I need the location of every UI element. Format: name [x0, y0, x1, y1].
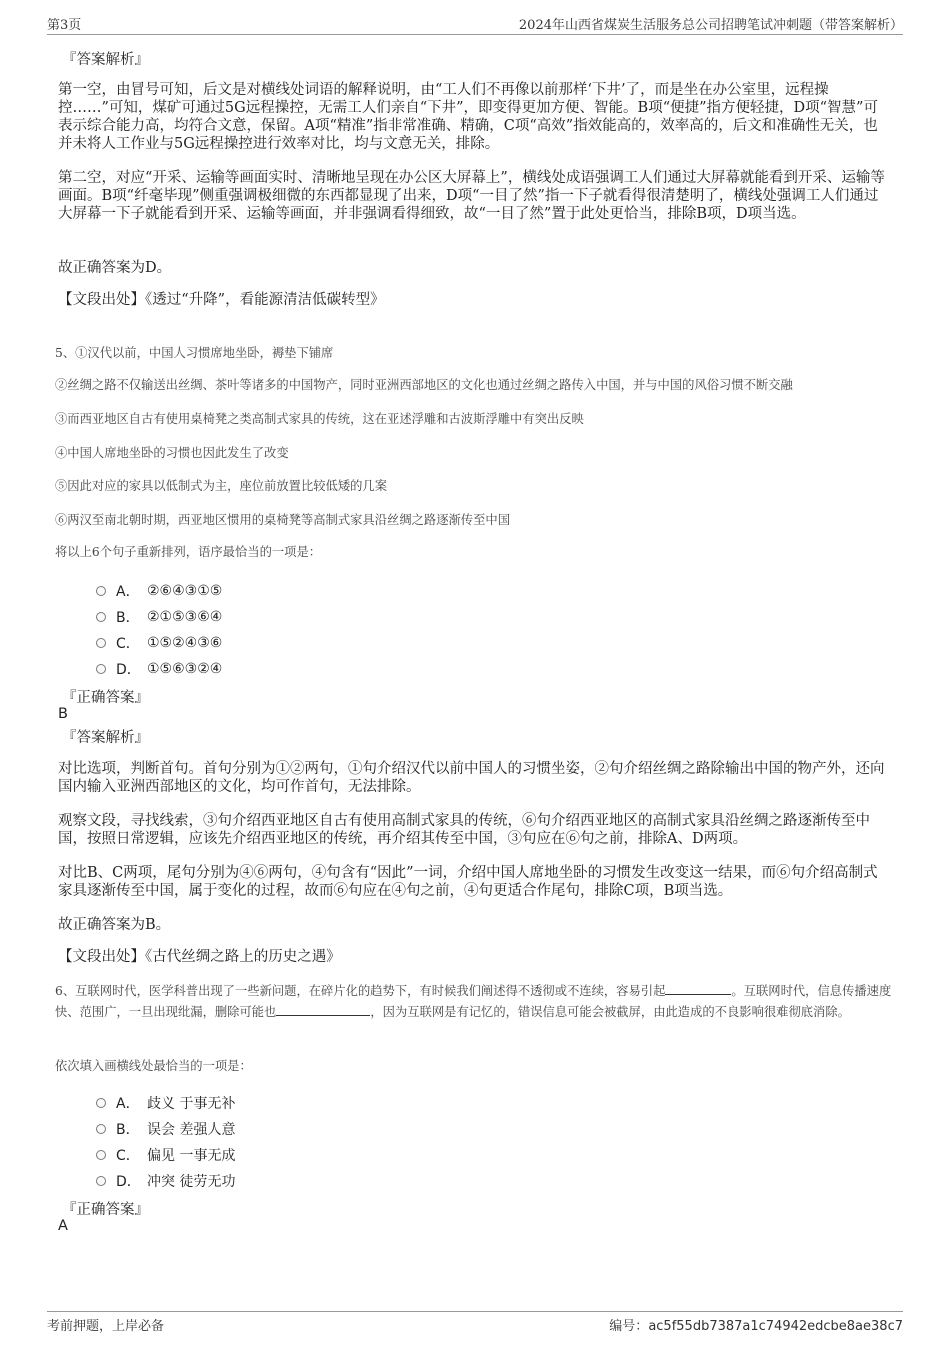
- q5-sentence-1: 5、①汉代以前，中国人习惯席地坐卧，褥垫下铺席: [55, 346, 334, 360]
- q6-option-d[interactable]: D． 冲突 徒劳无功: [96, 1171, 235, 1191]
- analysis-label: 『答案解析』: [62, 730, 149, 746]
- correct-answer-value: B: [58, 706, 68, 722]
- page-header: [47, 12, 903, 35]
- q5-sentence-4: ④中国人席地坐卧的习惯也因此发生了改变: [55, 446, 289, 460]
- radio-icon[interactable]: [96, 1098, 106, 1108]
- radio-icon[interactable]: [96, 1176, 106, 1186]
- q6-option-c[interactable]: C． 偏见 一事无成: [96, 1145, 235, 1165]
- document-code: 编号：ac5f55db7387a1c74942edcbe8ae38c7: [609, 1319, 903, 1334]
- correct-answer-label: 『正确答案』: [62, 690, 149, 706]
- radio-icon[interactable]: [96, 1150, 106, 1160]
- q6-stem: 6、互联网时代，医学科普出现了一些新问题，在碎片化的趋势下，有时候我们阐述得不透彻或不连续，容易引起 。互联网时代，信息传播速度快、范围广，一旦出现纰漏，删除可能也 ，因为互联网是有记忆的，错误信息可能会被截屏，由此造成的不良影响很难彻底消除。: [55, 984, 892, 1019]
- q5-sentence-5: ⑤因此对应的家具以低制式为主，座位前放置比较低矮的几案: [55, 479, 388, 493]
- radio-icon[interactable]: [96, 638, 106, 648]
- q5-option-c[interactable]: C． ①⑤②④③⑥: [96, 633, 222, 653]
- page-number: 第3页: [47, 18, 82, 33]
- analysis-paragraph-2: 第二空，对应“开采、运输等画面实时、清晰地呈现在办公区大屏幕上”，横线处成语强调工人们通过大屏幕就能看到开采、运输等画面。B项“纤毫毕现”侧重强调极细微的东西都显现了出来，D项“一目了然”指一下子就看得很清楚明了，横线处强调工人们通过大屏幕一下子就能看到开采、运输等画面，并非强调看得细致，故“一目了然”置于此处更恰当，排除B项，D项当选。: [58, 170, 885, 222]
- correct-answer-value: A: [58, 1218, 68, 1234]
- q5-sentence-2: ②丝绸之路不仅输送出丝绸、茶叶等诸多的中国物产，同时亚洲西部地区的文化也通过丝绸之路传入中国，并与中国的风俗习惯不断交融: [55, 378, 793, 392]
- source-citation: 【文段出处】《透过“升降”，看能源清洁低碳转型》: [58, 292, 385, 308]
- document-title: 2024年山西省煤炭生活服务总公司招聘笔试冲刺题（带答案解析）: [518, 18, 903, 33]
- correct-answer-label: 『正确答案』: [62, 1202, 149, 1218]
- footer-slogan: 考前押题，上岸必备: [47, 1319, 165, 1334]
- q5-analysis-paragraph-1: 对比选项，判断首句。首句分别为①②两句，①句介绍汉代以前中国人的习惯坐姿，②句介绍丝绸之路除输出中国的物产外，还向国内输入亚洲西部地区的文化，均可作首句，无法排除。: [58, 761, 885, 795]
- q5-prompt: 将以上6个句子重新排列，语序最恰当的一项是：: [55, 545, 322, 559]
- page-footer: [47, 1311, 903, 1334]
- radio-icon[interactable]: [96, 586, 106, 596]
- radio-icon[interactable]: [96, 664, 106, 674]
- q6-prompt: 依次填入画横线处最恰当的一项是：: [55, 1059, 252, 1073]
- q5-sentence-3: ③而西亚地区自古有使用桌椅凳之类高制式家具的传统，这在亚述浮雕和古波斯浮雕中有突出反映: [55, 412, 584, 426]
- answer-summary: 故正确答案为D。: [58, 260, 172, 276]
- fill-blank-2[interactable]: [276, 1003, 370, 1016]
- q5-option-b[interactable]: B． ②①⑤③⑥④: [96, 607, 222, 627]
- analysis-paragraph-1: 第一空，由冒号可知，后文是对横线处词语的解释说明，由“工人们不再像以前那样‘下井’了，而是坐在办公室里，远程操控……”可知，煤矿可通过5G远程操控，无需工人们亲自“下井”，即变得更加方便、智能。B项“便捷”指方便轻捷，D项“智慧”可表示综合能力高，均符合文意，保留。A项“精准”指非常准确、精确，C项“高效”指效能高的，效率高的，后文和准确性无关，也并未将人工作业与5G远程操控进行效率对比，均与文意无关，排除。: [58, 82, 878, 152]
- fill-blank-1[interactable]: [665, 982, 731, 995]
- q6-option-b[interactable]: B． 误会 差强人意: [96, 1119, 235, 1139]
- q5-analysis-paragraph-2: 观察文段，寻找线索，③句介绍西亚地区自古有使用高制式家具的传统，⑥句介绍西亚地区的高制式家具沿丝绸之路逐渐传至中国，按照日常逻辑，应该先介绍西亚地区的传统，再介绍其传至中国，③句应在⑥句之前，排除A、D两项。: [58, 813, 870, 847]
- radio-icon[interactable]: [96, 612, 106, 622]
- q5-option-a[interactable]: A． ②⑥④③①⑤: [96, 581, 222, 601]
- q5-answer-summary: 故正确答案为B。: [58, 917, 171, 933]
- radio-icon[interactable]: [96, 1124, 106, 1134]
- q5-source-citation: 【文段出处】《古代丝绸之路上的历史之遇》: [58, 949, 341, 965]
- q5-sentence-6: ⑥两汉至南北朝时期，西亚地区惯用的桌椅凳等高制式家具沿丝绸之路逐渐传至中国: [55, 513, 510, 527]
- q6-option-a[interactable]: A． 歧义 于事无补: [96, 1093, 235, 1113]
- q5-option-d[interactable]: D． ①⑤⑥③②④: [96, 659, 222, 679]
- q5-analysis-paragraph-3: 对比B、C两项，尾句分别为④⑥两句，④句含有“因此”一词，介绍中国人席地坐卧的习惯发生改变这一结果，而⑥句介绍高制式家具逐渐传至中国，属于变化的过程，故而⑥句应在④句之前，④句更适合作尾句，排除C项，B项当选。: [58, 865, 878, 899]
- analysis-label: 『答案解析』: [62, 52, 149, 68]
